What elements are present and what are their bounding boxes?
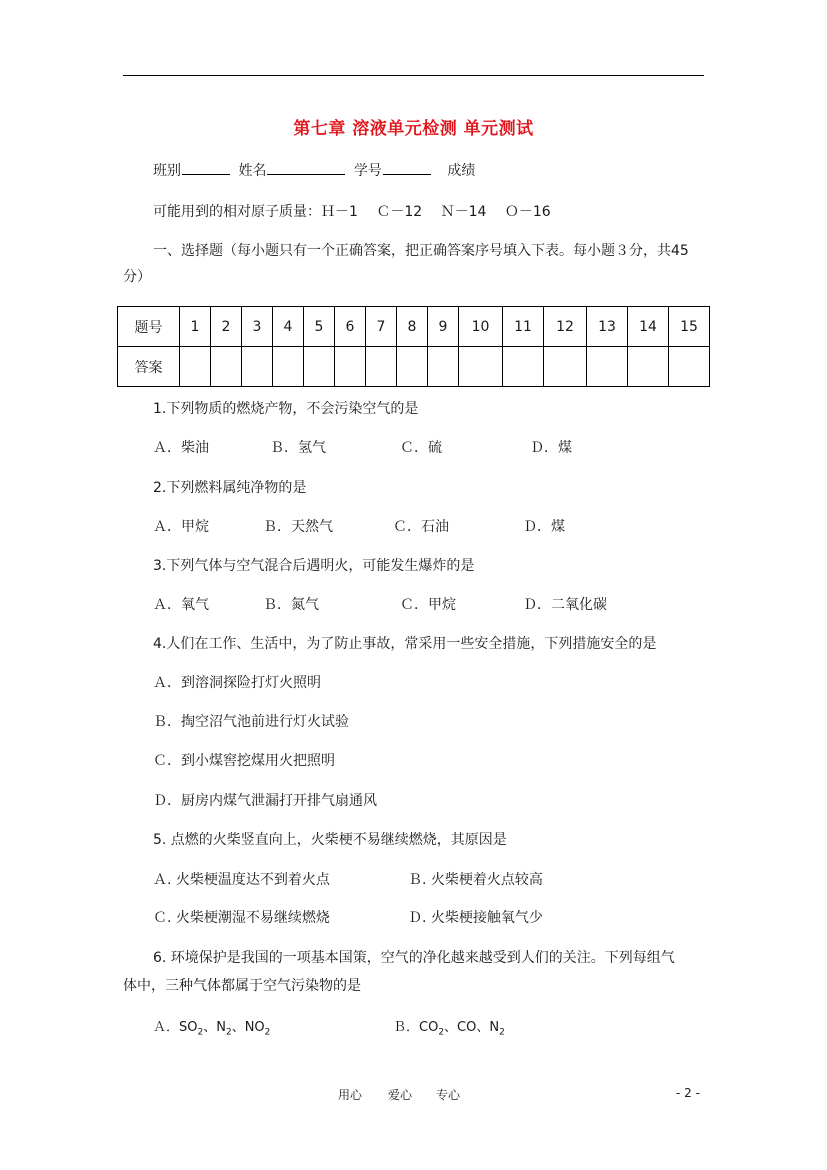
- question-1-stem: 1.下列物质的燃烧产物，不会污染空气的是: [153, 401, 419, 417]
- table-cell: 7: [366, 307, 397, 347]
- footer-motto-2: 爱心: [388, 1088, 413, 1102]
- atomic-mass-line: 可能用到的相对原子质量：Ｈ－1 Ｃ－12 Ｎ－14 Ｏ－16: [153, 204, 551, 220]
- question-6-stem-line1: 6. 环境保护是我国的一项基本国策，空气的净化越来越受到人们的关注。下列每组气: [153, 950, 675, 966]
- footer-motto-1: 用心: [338, 1088, 363, 1102]
- table-cell: 5: [304, 307, 335, 347]
- table-cell: 14: [628, 307, 669, 347]
- question-2-option-d: Ｄ．煤: [523, 519, 565, 535]
- section-heading-line1: 一、选择题（每小题只有一个正确答案，把正确答案序号填入下表。每小题３分，共45: [153, 243, 689, 259]
- answer-cell[interactable]: [211, 347, 242, 387]
- question-1-option-c: Ｃ．硫: [400, 440, 442, 456]
- answer-cell[interactable]: [428, 347, 459, 387]
- footer-motto-3: 专心: [436, 1088, 461, 1102]
- id-label: 学号: [353, 163, 382, 179]
- page-title: 第七章 溶液单元检测 单元测试: [293, 119, 534, 139]
- question-5-option-c: Ｃ. 火柴梗潮湿不易继续燃烧: [153, 910, 330, 926]
- question-6-option-b: Ｂ．$CO_2$、CO、$N_2$: [393, 1020, 505, 1038]
- question-2-option-b: Ｂ．天然气: [263, 519, 333, 535]
- table-cell: 1: [180, 307, 211, 347]
- question-3-option-b: Ｂ．氮气: [263, 597, 319, 613]
- answer-cell[interactable]: [366, 347, 397, 387]
- table-cell: 10: [459, 307, 503, 347]
- answer-cell[interactable]: [273, 347, 304, 387]
- score-label: 成绩: [447, 163, 476, 179]
- question-5-stem: 5. 点燃的火柴竖直向上，火柴梗不易继续燃烧，其原因是: [153, 832, 507, 848]
- class-blank[interactable]: [182, 161, 230, 175]
- question-4-stem: 4.人们在工作、生活中，为了防止事故，常采用一些安全措施，下列措施安全的是: [153, 636, 657, 652]
- question-3-option-d: Ｄ．二氧化碳: [523, 597, 607, 613]
- question-2-stem: 2.下列燃料属纯净物的是: [153, 480, 307, 496]
- table-row: [118, 307, 710, 347]
- question-4-option-d: Ｄ．厨房内煤气泄漏打开排气扇通风: [153, 793, 377, 809]
- question-5-option-b: Ｂ. 火柴梗着火点较高: [408, 872, 543, 888]
- answer-table: [117, 306, 710, 387]
- answer-cell[interactable]: [503, 347, 544, 387]
- question-6-option-a: Ａ．$SO_2$、$N_2$、$NO_2$: [153, 1020, 271, 1038]
- row-label-number: 题号: [118, 307, 180, 347]
- answer-cell[interactable]: [397, 347, 428, 387]
- answer-cell[interactable]: [587, 347, 628, 387]
- question-1-option-d: Ｄ．煤: [530, 440, 572, 456]
- header-rule: [123, 75, 704, 76]
- question-3-stem: 3.下列气体与空气混合后遇明火，可能发生爆炸的是: [153, 558, 475, 574]
- section-heading-line2: 分）: [123, 269, 151, 285]
- question-3-option-c: Ｃ．甲烷: [400, 597, 456, 613]
- table-cell: 11: [503, 307, 544, 347]
- answer-cell[interactable]: [242, 347, 273, 387]
- question-4-option-c: Ｃ．到小煤窖挖煤用火把照明: [153, 753, 335, 769]
- table-row: [118, 347, 710, 387]
- row-label-answer: 答案: [118, 347, 180, 387]
- name-label: 姓名: [238, 163, 267, 179]
- question-5-option-a: Ａ. 火柴梗温度达不到着火点: [153, 872, 330, 888]
- question-2-option-a: Ａ．甲烷: [153, 519, 209, 535]
- page-number: - 2 -: [676, 1086, 700, 1100]
- question-4-option-a: Ａ．到溶洞探险打灯火照明: [153, 675, 321, 691]
- answer-cell[interactable]: [304, 347, 335, 387]
- table-cell: 13: [587, 307, 628, 347]
- answer-cell[interactable]: [180, 347, 211, 387]
- table-cell: 6: [335, 307, 366, 347]
- question-4-option-b: Ｂ．掏空沼气池前进行灯火试验: [153, 714, 349, 730]
- question-6-stem-line2: 体中，三种气体都属于空气污染物的是: [123, 978, 361, 994]
- answer-cell[interactable]: [335, 347, 366, 387]
- question-5-option-d: Ｄ. 火柴梗接触氧气少: [408, 910, 543, 926]
- table-cell: 15: [669, 307, 710, 347]
- answer-cell[interactable]: [669, 347, 710, 387]
- class-label: 班别: [153, 163, 181, 179]
- table-cell: 8: [397, 307, 428, 347]
- answer-cell[interactable]: [628, 347, 669, 387]
- answer-cell[interactable]: [544, 347, 587, 387]
- table-cell: 4: [273, 307, 304, 347]
- question-1-option-a: Ａ．柴油: [153, 440, 209, 456]
- name-blank[interactable]: [267, 161, 345, 175]
- student-info-line: [153, 160, 475, 180]
- answer-cell[interactable]: [459, 347, 503, 387]
- table-cell: 12: [544, 307, 587, 347]
- table-cell: 9: [428, 307, 459, 347]
- id-blank[interactable]: [383, 161, 431, 175]
- question-2-option-c: Ｃ．石油: [393, 519, 449, 535]
- table-cell: 2: [211, 307, 242, 347]
- question-1-option-b: Ｂ．氢气: [270, 440, 326, 456]
- table-cell: 3: [242, 307, 273, 347]
- question-3-option-a: Ａ．氧气: [153, 597, 209, 613]
